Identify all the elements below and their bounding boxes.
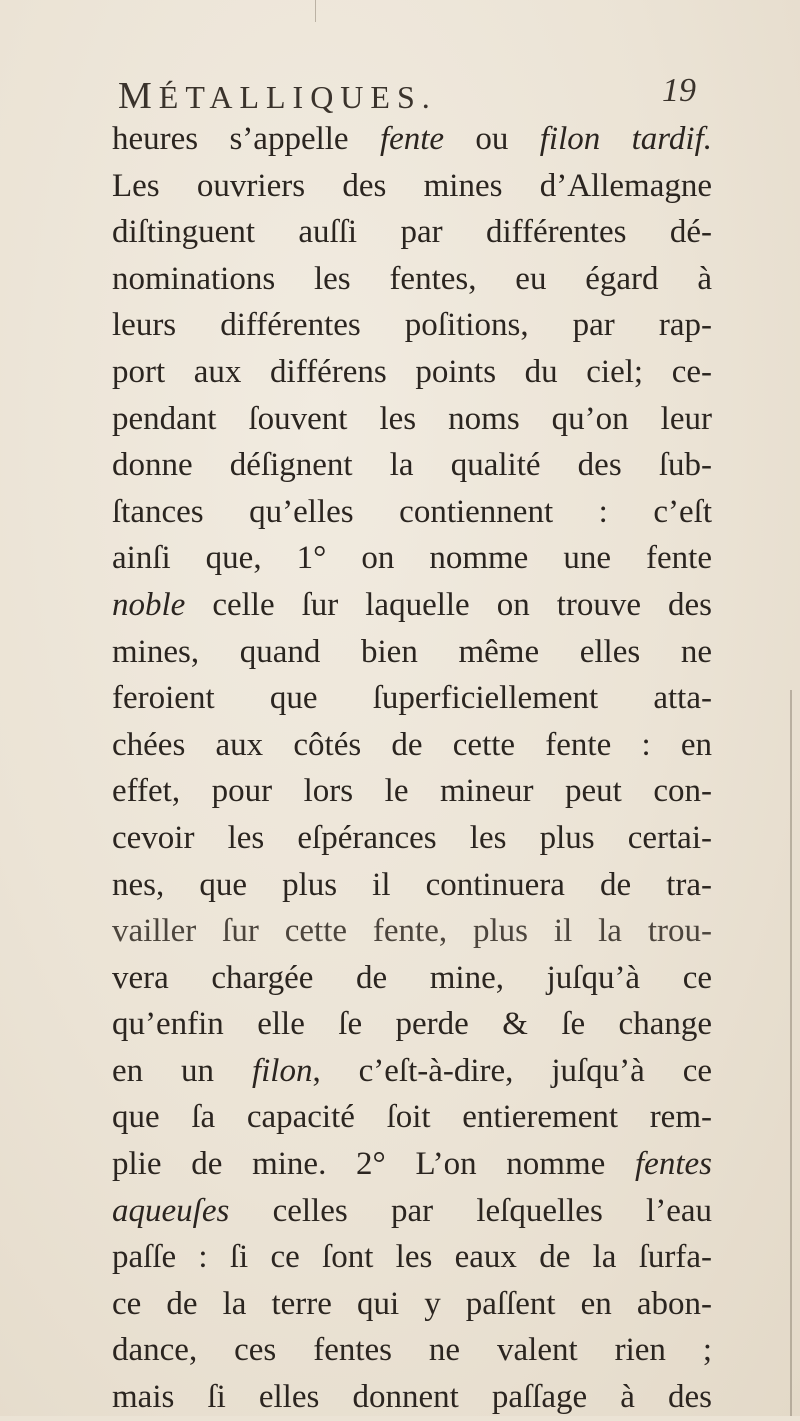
text-line: nominations les fentes, eu égard à (112, 260, 712, 297)
text-line: en un filon, c’eſt-à-dire, juſqu’à ce (112, 1052, 712, 1089)
text-line: Les ouvriers des mines d’Allemagne (112, 167, 712, 204)
text-line: mais ſi elles donnent paſſage à des (112, 1379, 712, 1416)
text-line: noble celle ſur laquelle on trouve des (112, 586, 712, 623)
running-head-rest: ÉTALLIQUES. (158, 79, 437, 115)
text-line: que ſa capacité ſoit entierement rem- (112, 1099, 712, 1136)
text-line: ainſi que, 1° on nomme une fente (112, 540, 712, 577)
text-line: effet, pour lors le mineur peut con- (112, 773, 712, 810)
page-number: 19 (662, 72, 696, 109)
running-head-initial: M (118, 75, 159, 117)
text-line: dance, ces fentes ne valent rien ; (112, 1332, 712, 1369)
text-line: ſtances qu’elles contiennent : c’eſt (112, 493, 712, 530)
text-line: qu’enfin elle ſe perde & ſe change (112, 1006, 712, 1043)
text-line: vailler ſur cette fente, plus il la trou- (112, 913, 712, 950)
body-text (112, 116, 712, 1421)
text-line: feroient que ſuperficiellement atta- (112, 680, 712, 717)
text-line: cevoir les eſpérances les plus certai- (112, 819, 712, 856)
text-line: donne déſignent la qualité des ſub- (112, 447, 712, 484)
running-head (118, 74, 437, 118)
text-line: heures s’appelle fente ou filon tardif. (112, 121, 712, 157)
page-header (118, 74, 698, 120)
text-line: paſſe : ſi ce ſont les eaux de la ſurfa- (112, 1239, 712, 1276)
text-line: nes, que plus il continuera de tra- (112, 866, 712, 903)
text-line: pendant ſouvent les noms qu’on leur (112, 400, 712, 437)
text-line: chées aux côtés de cette fente : en (112, 726, 712, 763)
text-line: aqueuſes celles par leſquelles l’eau (112, 1192, 712, 1229)
text-line: vera chargée de mine, juſqu’à ce (112, 959, 712, 996)
text-line: ce de la terre qui y paſſent en abon- (112, 1285, 712, 1322)
text-line: plie de mine. 2° L’on nomme fentes (112, 1146, 712, 1183)
page-edge-line (790, 690, 792, 1416)
text-line: port aux différens points du ciel; ce- (112, 353, 712, 390)
text-line: leurs différentes poſitions, par rap- (112, 307, 712, 344)
page-mark (315, 0, 316, 22)
text-line: diſtinguent auſſi par différentes dé- (112, 214, 712, 251)
text-line: mines, quand bien même elles ne (112, 633, 712, 670)
